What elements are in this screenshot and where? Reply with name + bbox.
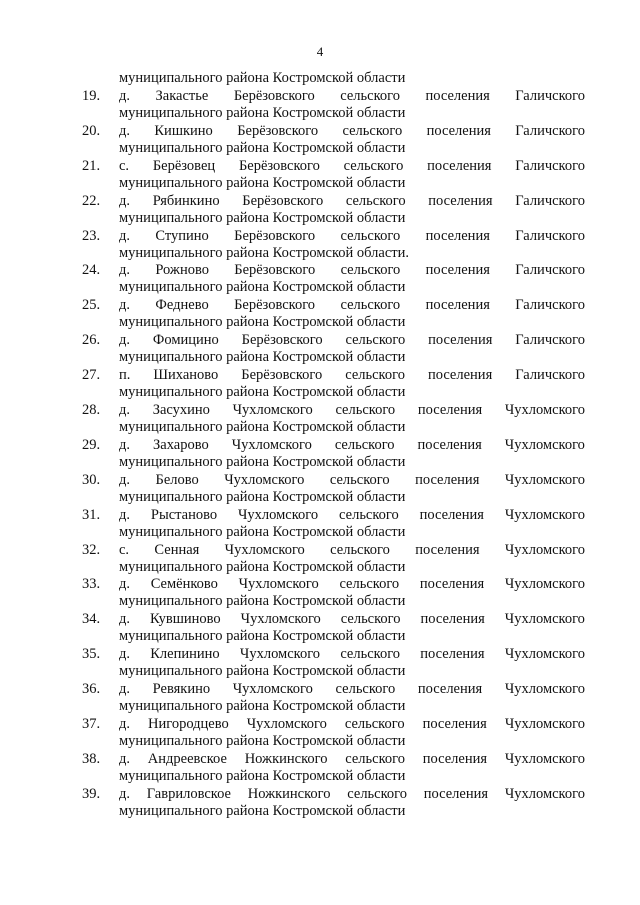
item-number: 23. [82, 227, 101, 244]
list-item [0, 262, 640, 297]
item-word: п. [119, 367, 131, 384]
item-line-1 [119, 751, 585, 768]
item-number: 24. [82, 262, 101, 279]
item-line-1 [119, 402, 585, 419]
item-word: поселения [422, 750, 488, 767]
item-word: поселения [420, 646, 485, 663]
item-word: Галичского [515, 122, 585, 139]
item-word: с. [119, 541, 130, 558]
item-word: сельского [329, 471, 390, 488]
item-line-1 [119, 158, 585, 175]
item-word: поселения [423, 785, 489, 802]
item-word: сельского [344, 716, 405, 733]
item-word: д. [119, 332, 131, 349]
item-word: Чухломского [504, 402, 585, 419]
item-word: Галичского [515, 332, 585, 349]
item-line-1 [119, 193, 585, 210]
item-number: 37. [82, 716, 101, 733]
item-word: Гавриловское [146, 785, 231, 802]
item-number: 31. [82, 506, 101, 523]
item-word: д. [119, 192, 131, 209]
item-line-1 [119, 123, 585, 140]
item-word: поселения [415, 541, 480, 558]
item-line-2: муниципального района Костромской области [119, 384, 406, 401]
item-word: Галичского [515, 192, 585, 209]
item-line-2: муниципального района Костромской области [119, 105, 406, 121]
list-item [0, 751, 640, 786]
item-number: 34. [82, 611, 101, 628]
item-number: 28. [82, 402, 101, 419]
item-line-2: муниципального района Костромской области [119, 523, 406, 540]
item-word: сельского [343, 157, 404, 174]
item-line-2: муниципального района Костромской области [119, 209, 406, 226]
item-number: 22. [82, 192, 101, 209]
item-word: Чухломского [232, 681, 313, 698]
item-word: Чухломского [504, 471, 585, 488]
list-item [0, 611, 640, 646]
item-word: сельского [335, 681, 396, 698]
item-line-2: муниципального района Костромской области. [119, 244, 410, 261]
item-word: поселения [425, 297, 490, 314]
item-word: Рябинкино [152, 192, 220, 209]
item-word: поселения [428, 192, 493, 209]
item-word: Рыстаново [150, 506, 218, 523]
item-line-1 [119, 646, 585, 663]
item-word: д. [119, 122, 131, 139]
item-line-1 [119, 611, 585, 628]
continuation-line: муниципального района Костромской области [119, 70, 406, 86]
item-line-1 [119, 367, 585, 384]
item-word: Чухломского [504, 785, 585, 802]
item-line-1 [119, 262, 585, 279]
item-word: поселения [422, 716, 487, 733]
item-word: Чухломского [238, 576, 319, 593]
item-number: 26. [82, 332, 101, 349]
item-word: д. [119, 436, 131, 453]
item-word: Клепинино [150, 646, 220, 663]
item-word: Берёзовского [238, 157, 320, 174]
item-line-2: муниципального района Костромской области [119, 802, 406, 819]
item-word: сельского [340, 646, 401, 663]
item-word: д. [119, 297, 131, 314]
item-word: Ножкинского [244, 750, 328, 767]
item-word: Семёнково [150, 576, 218, 593]
item-line-1 [119, 716, 585, 733]
item-word: Чухломского [239, 646, 321, 663]
item-word: Захарово [153, 436, 209, 453]
item-word: Чухломского [246, 716, 327, 733]
item-line-2: муниципального района Костромской области [119, 558, 406, 575]
item-word: Чухломского [238, 506, 319, 523]
item-line-1 [119, 786, 585, 803]
item-word: д. [119, 681, 131, 698]
list-item [0, 576, 640, 611]
item-word: Берёзовского [233, 88, 315, 104]
item-word: поселения [419, 506, 484, 523]
item-word: Галичского [515, 262, 585, 279]
item-number: 25. [82, 297, 101, 314]
item-word: сельского [340, 297, 401, 314]
list-item [0, 228, 640, 263]
item-line-1 [119, 507, 585, 524]
item-line-2: муниципального района Костромской области [119, 488, 406, 505]
list-item [0, 158, 640, 193]
item-line-2: муниципального района Костромской области [119, 593, 406, 610]
item-word: поселения [420, 611, 485, 628]
page-number: 4 [316, 44, 324, 59]
item-word: поселения [425, 262, 490, 279]
item-word: Нигородцево [148, 716, 229, 733]
item-word: д. [119, 506, 131, 523]
item-word: Берёзовского [242, 192, 324, 209]
list-item [0, 472, 640, 507]
item-word: сельского [342, 122, 403, 139]
list-item [0, 402, 640, 437]
list-item [0, 716, 640, 751]
item-word: д. [119, 785, 131, 802]
item-word: Чухломского [504, 750, 585, 767]
list-item [0, 332, 640, 367]
item-word: Засухино [152, 402, 210, 419]
item-word: Ревякино [152, 681, 211, 698]
item-number: 33. [82, 576, 101, 593]
item-word: Чухломского [504, 506, 585, 523]
item-word: поселения [425, 88, 490, 104]
item-word: Чухломского [504, 716, 585, 733]
item-word: Берёзовского [234, 227, 316, 244]
item-number: 21. [82, 157, 101, 174]
list-item [0, 646, 640, 681]
item-line-1 [119, 437, 585, 454]
item-word: д. [119, 750, 131, 767]
item-line-2: муниципального района Костромской области [119, 767, 406, 784]
item-word: Галичского [515, 367, 585, 384]
item-word: Чухломского [504, 646, 585, 663]
item-word: Берёзовского [234, 297, 316, 314]
item-number: 36. [82, 681, 101, 698]
item-word: поселения [427, 367, 493, 384]
list-item [0, 297, 640, 332]
item-word: Чухломского [240, 611, 321, 628]
item-word: Чухломского [504, 576, 585, 593]
item-line-2: муниципального района Костромской области [119, 279, 406, 296]
item-word: сельского [345, 367, 405, 384]
item-word: Чухломского [504, 436, 585, 453]
item-line-2: муниципального района Костромской области [119, 663, 406, 680]
item-number: 38. [82, 750, 101, 767]
item-word: Чухломского [232, 402, 313, 419]
item-number: 35. [82, 646, 101, 663]
item-number: 32. [82, 541, 101, 558]
item-word: сельского [340, 88, 400, 104]
list-item [0, 542, 640, 577]
item-word: Чухломского [504, 681, 585, 698]
item-word: поселения [415, 471, 480, 488]
item-line-1 [119, 542, 585, 559]
item-word: д. [119, 88, 131, 104]
item-word: Берёзовского [237, 122, 319, 139]
item-word: сельского [345, 192, 406, 209]
item-word: Кишкино [154, 122, 213, 139]
item-word: Галичского [515, 157, 585, 174]
item-word: д. [119, 402, 131, 419]
item-word: поселения [419, 576, 485, 593]
list-item [0, 507, 640, 542]
item-word: Рожново [155, 262, 209, 279]
list-item [0, 367, 640, 402]
item-word: сельского [340, 262, 401, 279]
item-word: сельского [345, 750, 405, 767]
list-item [0, 88, 640, 123]
item-line-1 [119, 472, 585, 489]
item-word: сельского [330, 541, 390, 558]
item-number: 19. [82, 88, 101, 104]
item-word: сельского [345, 332, 406, 349]
item-word: поселения [417, 436, 482, 453]
item-line-1 [119, 576, 585, 593]
item-word: Чухломского [224, 471, 305, 488]
item-word: Чухломского [504, 611, 585, 628]
item-word: сельского [339, 506, 399, 523]
item-word: Сенная [154, 541, 200, 558]
item-word: Галичского [515, 297, 585, 314]
item-number: 39. [82, 785, 101, 802]
item-word: Чухломского [231, 436, 312, 453]
item-line-1 [119, 681, 585, 698]
item-word: Берёзовского [241, 367, 323, 384]
item-word: сельского [340, 611, 401, 628]
item-word: поселения [426, 122, 491, 139]
item-word: поселения [417, 681, 483, 698]
item-word: Берёзовского [241, 332, 323, 349]
item-word: Берёзовец [152, 157, 216, 174]
list-item [0, 786, 640, 821]
item-line-2: муниципального района Костромской области [119, 139, 406, 156]
item-number: 27. [82, 367, 101, 384]
item-word: Фомицино [152, 332, 219, 349]
item-word: сельского [335, 402, 396, 419]
item-word: Чухломского [504, 541, 585, 558]
item-word: Галичского [515, 227, 585, 244]
item-word: Ступино [155, 227, 209, 244]
list-item [0, 437, 640, 472]
item-word: д. [119, 471, 131, 488]
item-number: 29. [82, 436, 101, 453]
item-word: поселения [417, 402, 483, 419]
item-word: Ножкинского [247, 785, 331, 802]
item-word: сельского [340, 227, 401, 244]
item-word: Шиханово [153, 367, 219, 384]
item-word: Галичского [515, 88, 585, 104]
item-word: Андреевское [147, 750, 227, 767]
item-word: сельского [347, 785, 407, 802]
item-word: Кувшиново [150, 611, 221, 628]
item-line-1 [119, 88, 585, 105]
item-word: д. [119, 262, 131, 279]
item-word: Берёзовского [234, 262, 316, 279]
list-item [0, 193, 640, 228]
item-word: Чухломского [224, 541, 305, 558]
item-line-2: муниципального района Костромской области [119, 628, 406, 645]
item-line-1 [119, 297, 585, 314]
item-line-2: муниципального района Костромской области [119, 698, 406, 715]
item-line-1 [119, 228, 585, 245]
settlement-list [0, 88, 640, 821]
item-word: Белово [155, 471, 199, 488]
item-line-1 [119, 332, 585, 349]
item-word: сельского [334, 436, 395, 453]
item-word: поселения [428, 332, 493, 349]
item-line-2: муниципального района Костромской области [119, 419, 406, 436]
item-word: сельского [339, 576, 400, 593]
item-word: д. [119, 227, 131, 244]
item-line-2: муниципального района Костромской области [119, 349, 406, 366]
item-word: Закастье [155, 88, 209, 104]
item-line-2: муниципального района Костромской области [119, 314, 406, 331]
item-word: Феднево [155, 297, 209, 314]
item-line-2: муниципального района Костромской области [119, 174, 406, 191]
item-word: поселения [425, 227, 490, 244]
item-word: д. [119, 716, 131, 733]
item-line-2: муниципального района Костромской области [119, 453, 406, 470]
item-word: д. [119, 611, 131, 628]
item-word: д. [119, 646, 131, 663]
item-word: поселения [427, 157, 492, 174]
item-line-2: муниципального района Костромской области [119, 733, 406, 750]
item-word: д. [119, 576, 131, 593]
list-item [0, 681, 640, 716]
item-number: 30. [82, 471, 101, 488]
list-item [0, 123, 640, 158]
item-number: 20. [82, 122, 101, 139]
item-word: с. [119, 157, 130, 174]
